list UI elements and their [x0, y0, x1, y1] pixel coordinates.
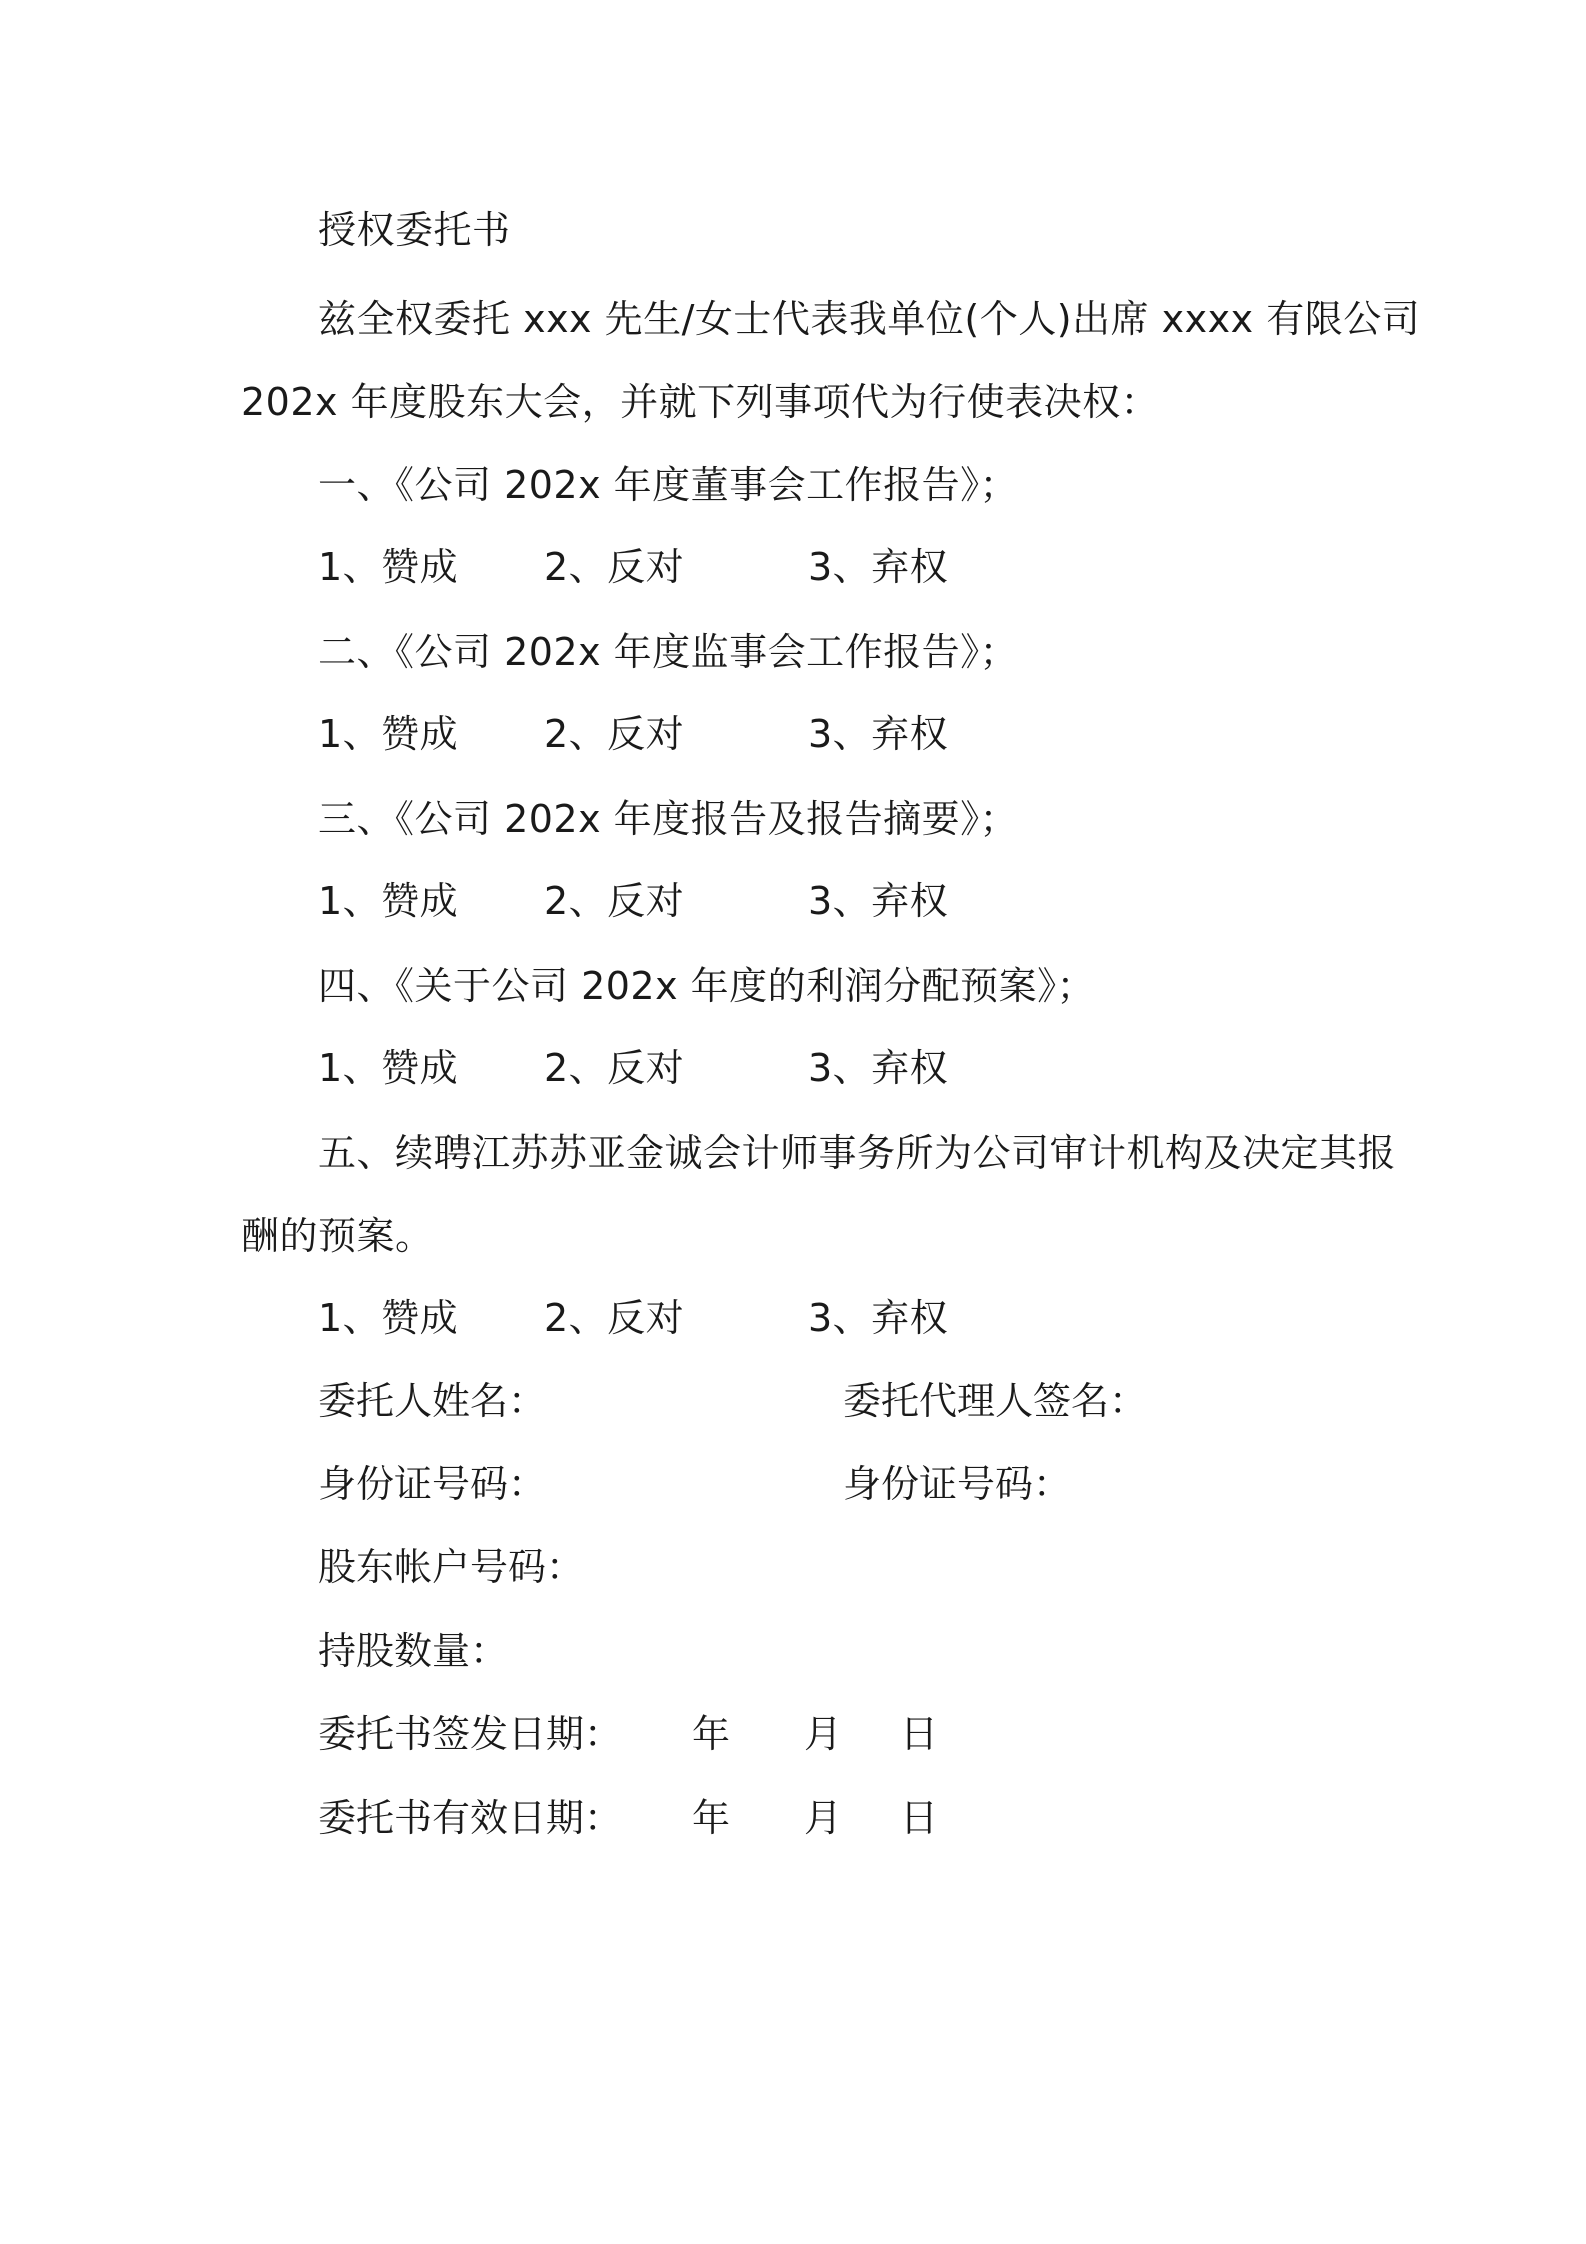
principal-name-label: 委托人姓名： [318, 1379, 547, 1423]
agent-sign-label: 委托代理人签名： [843, 1379, 1148, 1423]
vote-row-2 [318, 709, 1018, 759]
valid-date-label: 委托书有效日期： [318, 1796, 623, 1840]
vote-approve: 1、赞成 [318, 879, 459, 923]
vote-row-3 [318, 876, 1018, 926]
issue-day: 日 [900, 1712, 939, 1756]
vote-abstain: 3、弃权 [808, 1046, 949, 1090]
vote-oppose: 2、反对 [544, 879, 685, 923]
agenda-item-4: 四、《关于公司 202x 年度的利润分配预案》； [318, 964, 1096, 1008]
agenda-item-1: 一、《公司 202x 年度董事会工作报告》； [318, 463, 1019, 507]
valid-year: 年 [692, 1796, 731, 1840]
account-label: 股东帐户号码： [318, 1545, 585, 1589]
agenda-item-2: 二、《公司 202x 年度监事会工作报告》； [318, 630, 1019, 674]
shares-label: 持股数量： [318, 1629, 509, 1673]
vote-approve: 1、赞成 [318, 1046, 459, 1090]
agenda-item-5-cont: 酬的预案。 [241, 1214, 434, 1258]
vote-approve: 1、赞成 [318, 545, 459, 589]
vote-oppose: 2、反对 [544, 712, 685, 756]
valid-month: 月 [804, 1796, 843, 1840]
vote-oppose: 2、反对 [544, 1046, 685, 1090]
valid-day: 日 [900, 1796, 939, 1840]
vote-abstain: 3、弃权 [808, 712, 949, 756]
vote-abstain: 3、弃权 [808, 879, 949, 923]
issue-month: 月 [804, 1712, 843, 1756]
vote-row-4 [318, 1043, 1018, 1093]
vote-abstain: 3、弃权 [808, 545, 949, 589]
vote-row-1 [318, 542, 1018, 592]
agent-id-label: 身份证号码： [843, 1462, 1072, 1506]
intro-line-1: 兹全权委托 xxx 先生/女士代表我单位(个人)出席 xxxx 有限公司 [318, 297, 1421, 341]
issue-date-label: 委托书签发日期： [318, 1712, 623, 1756]
issue-date-row [318, 1709, 1018, 1759]
vote-abstain: 3、弃权 [808, 1296, 949, 1340]
vote-approve: 1、赞成 [318, 1296, 459, 1340]
vote-oppose: 2、反对 [544, 1296, 685, 1340]
agenda-item-5: 五、续聘江苏苏亚金诚会计师事务所为公司审计机构及决定其报 [318, 1131, 1397, 1175]
agenda-item-3: 三、《公司 202x 年度报告及报告摘要》； [318, 797, 1019, 841]
valid-date-row [318, 1793, 1018, 1843]
vote-row-5 [318, 1293, 1018, 1343]
intro-line-2: 202x 年度股东大会，并就下列事项代为行使表决权： [241, 380, 1160, 424]
document-title: 授权委托书 [318, 208, 511, 252]
issue-year: 年 [692, 1712, 731, 1756]
vote-approve: 1、赞成 [318, 712, 459, 756]
principal-id-label: 身份证号码： [318, 1462, 547, 1506]
vote-oppose: 2、反对 [544, 545, 685, 589]
